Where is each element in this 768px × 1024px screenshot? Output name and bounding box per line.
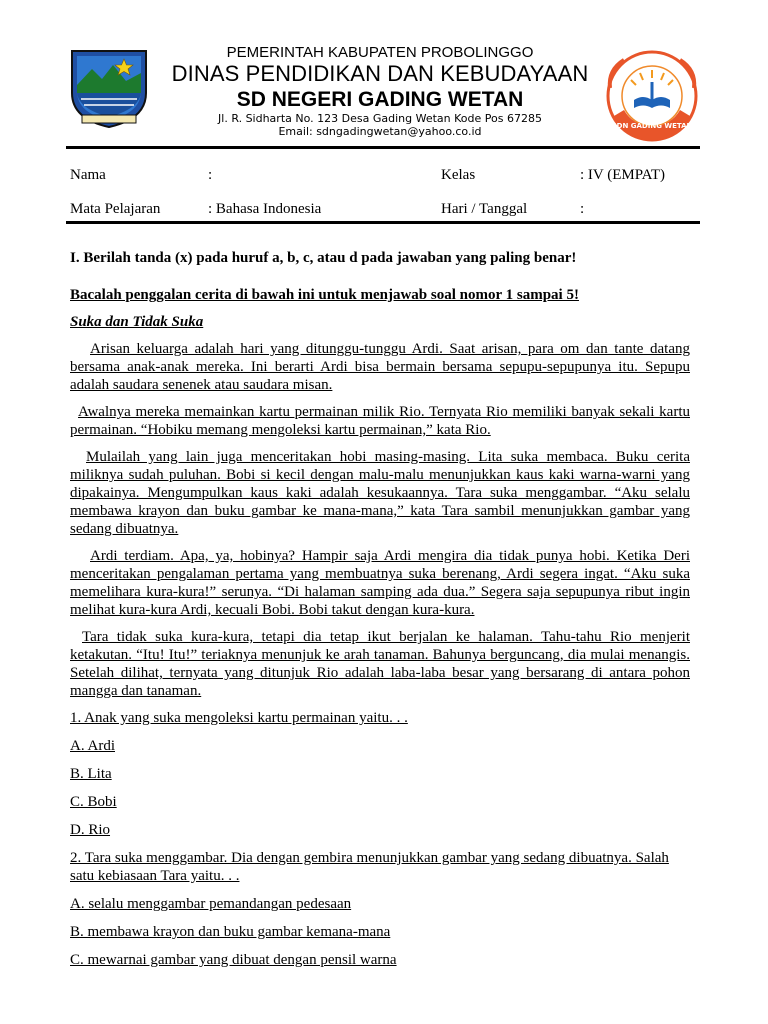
question-1-option-d: D. Rio: [70, 822, 111, 838]
hari-label: Hari / Tanggal: [441, 201, 528, 217]
kelas-value: : IV (EMPAT): [580, 167, 666, 183]
government-name: PEMERINTAH KABUPATEN PROBOLINGGO: [226, 44, 534, 61]
question-2-option-a: A. selalu menggambar pemandangan pedesaan: [70, 896, 352, 912]
story-paragraph: Ardi terdiam. Apa, ya, hobinya? Hampir saja Ardi mengira dia tidak punya hobi. Ketika Deri menceritakan pengalaman pertama yang membuatnya suka berenang, Ardi segera ingat. “Aku suka memelihara kura-kura!” serunya. “Di halaman samping ada dua.” Segera saja sepupunya ribut ingin melihat kura-kura Ardi, kecuali Bobi. Bobi takut dengan kura-kura.: [70, 548, 690, 618]
nama-label: Nama: [70, 167, 106, 183]
story-paragraph: Mulailah yang lain juga menceritakan hobi masing-masing. Lita suka membaca. Buku cerita miliknya sudah puluhan. Bobi si kecil dengan malu-malu menunjukkan kaus kaki warna-warni yang dipakainya. Mengumpulkan kaus kaki adalah kesukaannya. Tara suka menggambar. “Aku selalu membawa krayon dan buku gambar ke mana-mana,” kata Tara sambil menunjukkan gambar yang sedang dibuatnya.: [70, 449, 690, 537]
school-address: Jl. R. Sidharta No. 123 Desa Gading Wetan Kode Pos 67285: [218, 112, 542, 125]
story-title: Suka dan Tidak Suka: [70, 314, 204, 330]
question-1-option-c: C. Bobi: [70, 794, 117, 810]
letterhead: [0, 0, 768, 150]
story-paragraph: Awalnya mereka memainkan kartu permainan milik Rio. Ternyata Rio memiliki banyak sekali kartu permainan. “Hobiku memang mengoleksi kartu permainan,” kata Rio.: [70, 404, 690, 438]
question-1-option-b: B. Lita: [70, 766, 112, 782]
story-paragraph: Arisan keluarga adalah hari yang ditunggu-tunggu Ardi. Saat arisan, para om dan tante datang bersama anak-anak mereka. Ini berarti Ardi bisa bermain bersama sepupu-sepupunya itu. Sepupu adalah saudara senenek atau saudara misan.: [70, 341, 690, 393]
regency-emblem-icon: [68, 47, 150, 129]
question-1: 1. Anak yang suka mengoleksi kartu permainan yaitu. . .: [70, 710, 408, 726]
school-name: SD NEGERI GADING WETAN: [236, 88, 524, 111]
kelas-label: Kelas: [441, 167, 476, 183]
section-instruction: I. Berilah tanda (x) pada huruf a, b, c, atau d pada jawaban yang paling benar!: [70, 250, 577, 266]
mapel-label: Mata Pelajaran: [70, 201, 161, 217]
seal-text: SDN GADING WETAN: [611, 122, 693, 130]
reading-instruction: Bacalah penggalan cerita di bawah ini untuk menjawab soal nomor 1 sampai 5!: [70, 287, 579, 303]
question-2: 2. Tara suka menggambar. Dia dengan gembira menunjukkan gambar yang sedang dibuatnya. Salah satu kebiasaan Tara yaitu. . .: [70, 850, 669, 884]
question-2-option-c: C. mewarnai gambar yang dibuat dengan pensil warna: [70, 952, 397, 968]
nama-colon: :: [208, 167, 213, 183]
story-paragraph: Tara tidak suka kura-kura, tetapi dia tetap ikut berjalan ke halaman. Tahu-tahu Rio menjerit ketakutan. “Itu! Itu!” teriaknya menunjuk ke arah tanaman. Bahunya berguncang, dia mulai menangis. Setelah dilihat, ternyata yang ditunjuk Rio adalah laba-laba besar yang bersarang di antara pohon mangga dan tanaman.: [70, 629, 690, 699]
hari-colon: :: [580, 201, 585, 217]
letterhead-divider: [66, 146, 700, 149]
school-email: Email: sdngadingwetan@yahoo.co.id: [278, 125, 482, 138]
question-1-option-a: A. Ardi: [70, 738, 115, 754]
mapel-value: : Bahasa Indonesia: [208, 201, 322, 217]
school-seal-icon: [600, 48, 704, 144]
question-2-option-b: B. membawa krayon dan buku gambar kemana-mana: [70, 924, 391, 940]
info-divider: [66, 221, 700, 224]
agency-name: DINAS PENDIDIKAN DAN KEBUDAYAAN: [171, 61, 589, 86]
exam-content: [70, 249, 690, 979]
